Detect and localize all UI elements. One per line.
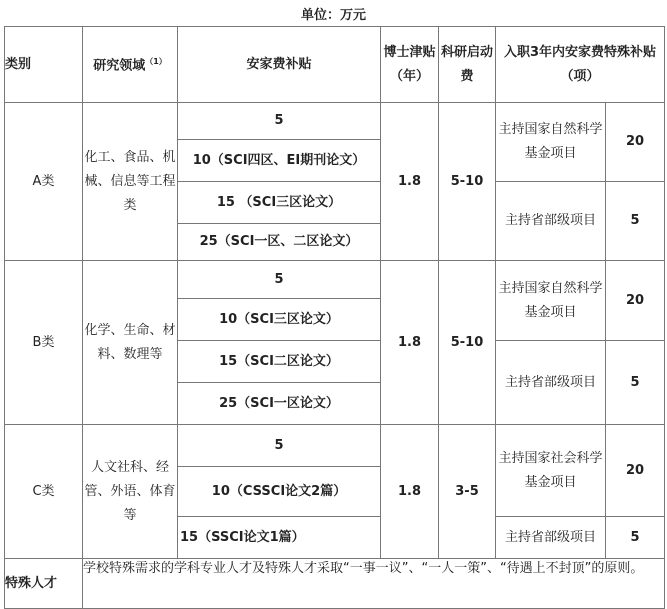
unit-label: 单位：万元 [300,8,366,23]
group-a-settle-1: 5 [178,103,381,140]
group-c-project-2-count: 5 [606,517,665,559]
group-a-settle-4: 25（SCI一区、二区论文） [178,224,381,261]
group-a-settle-2: 10（SCI四区、EI期刊论文） [178,140,381,182]
group-c-settle-1: 5 [178,425,381,467]
group-b-field: 化学、生命、材料、数理等 [83,261,178,425]
group-b-settle-4: 25（SCI一区论文） [178,383,381,425]
group-b-project-2-count: 5 [606,341,665,425]
group-c-project-1-count: 20 [606,425,665,517]
group-c-settle-2: 10（CSSCI论文2篇） [178,467,381,517]
group-b-project-1-name: 主持国家自然科学基金项目 [496,261,606,341]
header-field-note: （1） [145,57,167,67]
group-a-project-1-count: 20 [606,103,665,182]
group-a-category: A类 [5,103,83,261]
group-b-category: B类 [5,261,83,425]
group-a-phd: 1.8 [381,103,439,261]
group-a-project-2-name: 主持省部级项目 [496,182,606,261]
special-label: 特殊人才 [5,559,83,609]
group-c-category: C类 [5,425,83,559]
header-category: 类别 [5,27,83,103]
group-b-settle-2: 10（SCI三区论文） [178,299,381,341]
group-b-settle-1: 5 [178,261,381,299]
header-special: 入职3年内安家费特殊补贴（项） [496,27,665,103]
group-b-project-1-count: 20 [606,261,665,341]
group-a-field: 化工、食品、机械、信息等工程类 [83,103,178,261]
header-field-text: 研究领域 [93,58,146,74]
group-b-phd: 1.8 [381,261,439,425]
group-c-field: 人文社科、经管、外语、体育等 [83,425,178,559]
header-settle: 安家费补贴 [178,27,381,103]
group-a-project-1-name: 主持国家自然科学基金项目 [496,103,606,182]
special-description: 学校特殊需求的学科专业人才及特殊人才采取“一事一议”、“一人一策”、“待遇上不封顶”的原则。 [83,559,665,609]
group-c-settle-3: 15（SSCI论文1篇） [178,517,381,559]
group-b-project-2-name: 主持省部级项目 [496,341,606,425]
group-a-project-2-count: 5 [606,182,665,261]
group-b-research: 5-10 [439,261,496,425]
group-c-research: 3-5 [439,425,496,559]
header-phd: 博士津贴（年） [381,27,439,103]
group-a-settle-3: 15 （SCI三区论文） [178,182,381,224]
header-research: 科研启动费 [439,27,496,103]
header-field [83,27,178,103]
group-c-project-1-name: 主持国家社会科学基金项目 [496,425,606,517]
group-a-research: 5-10 [439,103,496,261]
group-c-project-2-name: 主持省部级项目 [496,517,606,559]
group-b-settle-3: 15（SCI二区论文） [178,341,381,383]
group-c-phd: 1.8 [381,425,439,559]
subsidy-table [4,26,665,609]
